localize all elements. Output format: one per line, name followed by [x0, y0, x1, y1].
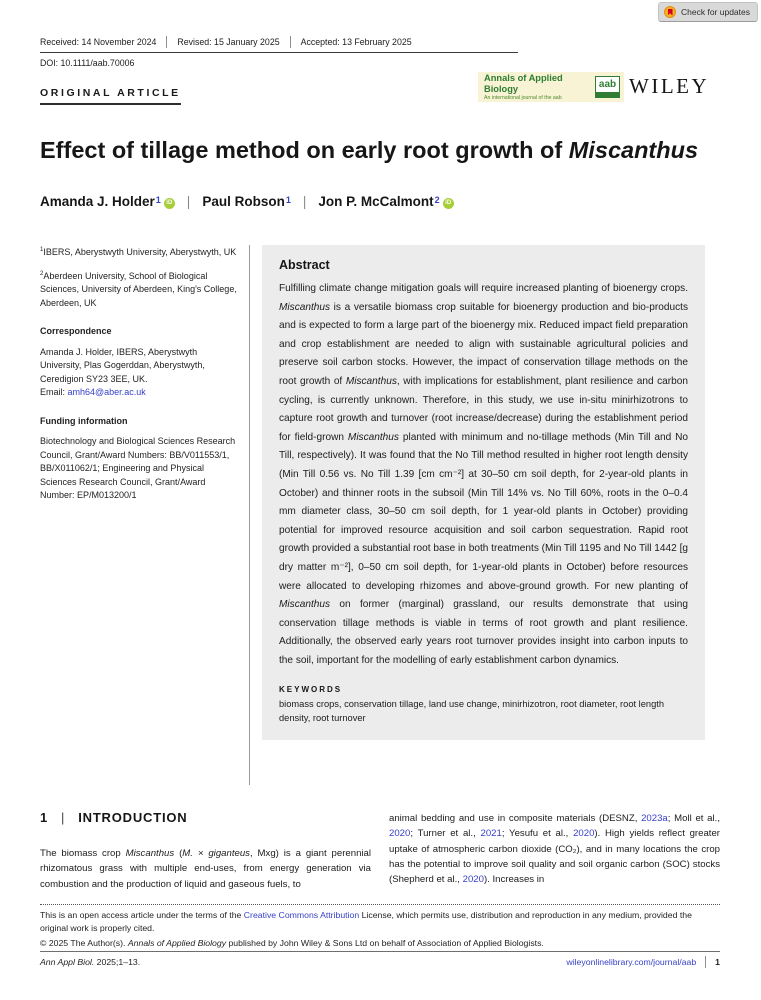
inline-link[interactable]: 2020: [573, 828, 595, 840]
check-for-updates-label: Check for updates: [681, 7, 750, 17]
aab-logo-bar: [596, 92, 619, 97]
received-date: Received: 14 November 2024: [40, 36, 167, 48]
footer-bar: [40, 956, 720, 968]
journal-citation: Ann Appl Biol. 2025;1–13.: [40, 957, 141, 967]
author-3-affiliation-number: 2: [434, 195, 440, 205]
author-1-name: Amanda J. Holder: [40, 194, 155, 209]
keywords-heading: KEYWORDS: [279, 685, 343, 695]
affiliation-2: $^2$Aberdeen University, School of Biological Sciences, University of Aberdeen, King's College, Aberdeen, UK: [40, 269, 237, 308]
aab-logo-text: aab: [598, 78, 617, 90]
journal-badge-text: [484, 73, 590, 102]
body-column-left: The biomass crop Miscanthus (M. × giganteus, Mxg) is a giant perennial rhizomatous grass with multiple end-uses, from energy generation via combustion and the production of liquid and gaseous fuels, to: [40, 848, 372, 890]
doi: DOI: 10.1111/aab.70006: [40, 58, 135, 68]
revised-date: Revised: 15 January 2025: [167, 36, 290, 48]
keywords-text: biomass crops, conservation tillage, land use change, minirhizotron, root diameter, root length density, root turnover: [279, 699, 664, 723]
inline-link[interactable]: 2020: [389, 828, 411, 840]
crossmark-icon: [664, 6, 676, 18]
article-history: [40, 36, 422, 48]
aab-logo-icon: [595, 76, 620, 98]
correspondence-heading: Correspondence: [40, 326, 112, 336]
orcid-icon[interactable]: [443, 198, 454, 209]
column-divider: [249, 245, 250, 785]
funding-text: Biotechnology and Biological Sciences Research Council, Grant/Award Numbers: BB/V011553/1, BB/X011062/1; Engineering and Physical Sciences Research Council, Grant/Award Number: EP/M013200/1: [40, 436, 236, 500]
footer-rule: [40, 951, 720, 952]
author-3: [318, 194, 453, 211]
author-2-affiliation-number: 1: [285, 195, 291, 205]
correspondence-text: Amanda J. Holder, IBERS, Aberystwyth University, Plas Gogerddan, Aberystwyth, Ceredigion SY23 3EE, UK.: [40, 346, 205, 384]
journal-url-link[interactable]: wileyonlinelibrary.com/journal/aab: [566, 957, 697, 967]
accepted-date: Accepted: 13 February 2025: [300, 37, 412, 47]
inline-link[interactable]: Creative Commons Attribution: [243, 910, 360, 920]
author-1-affiliation-number: 1: [155, 195, 161, 205]
body-column-right: animal bedding and use in composite materials (DESNZ, 2023a; Moll et al., 2020; Turner et al., 2021; Yesufu et al., 2020). High yields reflect greater uptake of atmospheric carbon dioxide (CO₂), and in many locations the crop has the potential to improve soil quality and soil organic carbon (SOC) stocks (Shepherd et al., 2020). Increases in: [389, 813, 720, 886]
author-2: [202, 194, 291, 209]
check-for-updates-button[interactable]: [658, 2, 758, 22]
wiley-logo: WILEY: [629, 74, 710, 98]
funding-heading: Funding information: [40, 415, 128, 426]
section-number: 1: [40, 810, 49, 825]
keywords-block: [279, 685, 688, 725]
journal-name: Annals of Applied Biology: [484, 72, 563, 94]
inline-link[interactable]: 2021: [480, 828, 502, 840]
header-rule: [40, 52, 518, 53]
abstract-text: Fulfilling climate change mitigation goals will require increased planting of bioenergy crops. Miscanthus is a versatile biomass crop suitable for bioenergy production and bio-products and is expected to form a large part of the bioenergy mix. Reduced impact field preparation and crop establishment are needed to align with sustainable agricultural policies and preserve soil carbon stocks. However, the impact of conservation tillage methods on the root growth of Miscanthus, with implications for establishment, plant resilience and carbon cycling, is currently unknown. Therefore, in this study, we use in-situ minirhizotrons to capture root growth and turnover (root increase/decrease) during the establishment period for field-grown Miscanthus planted with minimum and no-tillage methods (Min Till and No Till, respectively). It was found that the No Till method resulted in higher root length density (Min Till 0.56 vs. No Till 1.39 [cm cm⁻²] at 30–50 cm soil depth, for 2-year-old plants in October) and thinner roots in the subsoil (Min Till 14% vs. No Till 60%, roots in the 0–0.4 mm diameter class, 30–50 cm soil depth, for 1 year-old plants in October) providing potential for improved resource acquisition and soil carbon sequestration. Rapid root growth provided a substantial root base in both treatments (Min Till 1195 and No Till 1442 [g dry matter m⁻²], 0–50 cm soil depth, for 1-year-old plants in October) before resources were allocated to developing rhizomes and above-ground growth. For new planting of Miscanthus on former (marginal) grassland, our results demonstrate that using conservation tillage methods is viable in terms of root growth and plant resilience. Additionally, the observed early years root turnover provides insight into carbon inputs to the soil, important for the modelling of early establishment carbon dynamics.: [279, 283, 688, 666]
copyright-text: © 2025 The Author(s). Annals of Applied Biology published by John Wiley & Sons Ltd on behalf of Association of Applied Biologists.: [40, 938, 544, 948]
orcid-icon-label: iD: [166, 200, 173, 206]
footer-right: [566, 956, 720, 968]
article-title: Effect of tillage method on early root growth of Miscanthus: [40, 137, 699, 163]
page-number: 1: [715, 957, 720, 967]
abstract-heading: Abstract: [279, 258, 330, 272]
author-separator: |: [302, 194, 307, 209]
footnote-dotted-rule: [40, 904, 720, 905]
orcid-icon-label: iD: [445, 200, 452, 206]
inline-link[interactable]: 2020: [462, 874, 484, 886]
author-list: [40, 194, 454, 211]
article-info-sidebar: [40, 243, 238, 503]
author-separator: |: [186, 194, 191, 209]
journal-tagline: An international journal of the aab: [484, 94, 562, 101]
journal-badge: [478, 72, 624, 102]
abstract-box: [262, 245, 705, 740]
inline-link[interactable]: amh64@aber.ac.uk: [67, 387, 146, 397]
article-type-label: ORIGINAL ARTICLE: [40, 87, 181, 105]
license-text: This is an open access article under the terms of the Creative Commons Attribution License, which permits use, distribution and reproduction in any medium, provided the original work is properly cited.: [40, 910, 692, 933]
footer-divider: [705, 956, 706, 968]
orcid-icon[interactable]: [164, 198, 175, 209]
section-title: INTRODUCTION: [78, 810, 188, 825]
inline-link[interactable]: 2023a: [641, 813, 668, 824]
section-heading-introduction: [40, 810, 187, 825]
section-divider: |: [61, 810, 66, 825]
correspondence-email: Email: amh64@aber.ac.uk: [40, 387, 146, 397]
affiliation-1: $^1$IBERS, Aberystwyth University, Aberystwyth, UK: [40, 246, 237, 257]
license-block: [40, 909, 720, 950]
author-1: [40, 194, 175, 211]
author-2-name: Paul Robson: [202, 194, 285, 209]
author-3-name: Jon P. McCalmont: [318, 194, 434, 209]
